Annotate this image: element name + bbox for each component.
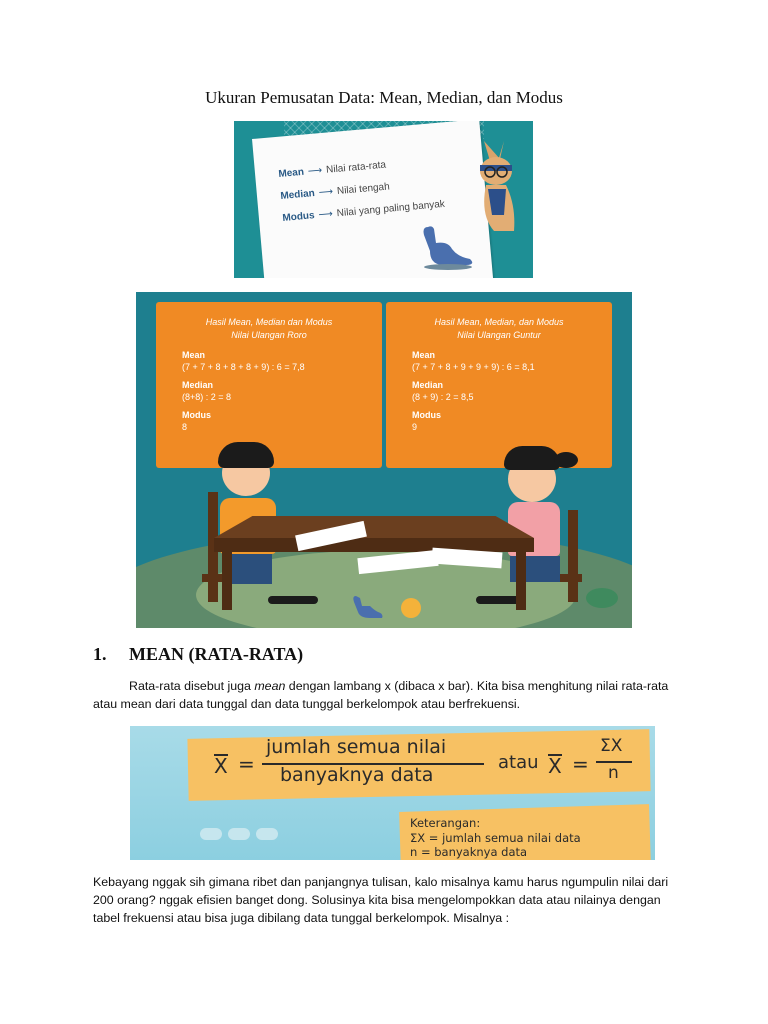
paragraph-mean-intro — [93, 677, 673, 713]
mean-value: (7 + 7 + 8 + 8 + 8 + 9) : 6 = 7,8 — [182, 362, 305, 372]
dinosaur-toy-icon — [348, 592, 388, 622]
formula-numerator: jumlah semua nilai — [266, 736, 447, 758]
mean-formula-illustration — [130, 726, 655, 860]
equals-sign-2: = — [572, 752, 589, 776]
panel-heading — [386, 316, 612, 342]
boy-shoes — [268, 596, 318, 604]
formula-or: atau — [498, 752, 539, 773]
sigma-denominator: n — [608, 763, 619, 783]
dinosaur-icon — [418, 221, 478, 271]
boy-hair — [218, 442, 274, 468]
definition-term: Mean — [278, 166, 305, 180]
desk-front — [214, 538, 534, 552]
section-title: MEAN (RATA-RATA) — [129, 644, 304, 664]
paragraph-text: dengan lambang x (dibaca x bar). Kita bisa menghitung nilai rata-rata atau mean dari data tunggal dan data tunggal berkelompok atau berfrekuensi. — [93, 679, 669, 711]
arrow-right-icon: ⟶ — [318, 186, 334, 199]
median-label: Median — [412, 380, 444, 390]
modus-label: Modus — [412, 410, 441, 420]
mean-value: (7 + 7 + 8 + 9 + 9 + 9) : 6 = 8,1 — [412, 362, 535, 372]
paragraph-grouping: Kebayang nggak sih gimana ribet dan panjangnya tulisan, kalo misalnya kamu harus ngumpulin nilai dari 200 orang? nggak efisien banget dong. Solusinya kita bisa mengelompokkan data atau nilainya dengan tabel frekuensi atau bisa juga dibilang data tunggal berkelompok. Misalnya : — [93, 875, 669, 925]
girl-hair — [504, 446, 560, 470]
panel-heading — [156, 316, 382, 342]
girl-ponytail — [554, 452, 578, 468]
sigma-numerator: ΣX — [600, 736, 623, 756]
definition-meaning: Nilai yang paling banyak — [336, 198, 446, 220]
section-heading — [93, 644, 303, 665]
legend-line-2: n = banyaknya data — [410, 845, 528, 859]
turtle-toy-icon — [582, 584, 622, 610]
median-label: Median — [182, 380, 214, 390]
desk-leg — [516, 552, 526, 610]
legend-title: Keterangan: — [410, 816, 481, 830]
panel-heading-line1: Hasil Mean, Median, dan Modus — [434, 317, 564, 327]
definition-term: Modus — [282, 210, 316, 224]
page-title: Ukuran Pemusatan Data: Mean, Median, dan Modus — [205, 88, 563, 107]
xbar-symbol-2: X — [548, 754, 562, 778]
definition-term: Median — [280, 187, 316, 202]
desk-top — [214, 516, 534, 538]
xbar-symbol: X — [214, 754, 228, 778]
formula-denominator: banyaknya data — [280, 764, 434, 786]
panel-heading-line2: Nilai Ulangan Roro — [231, 330, 307, 340]
paragraph-italic: mean — [254, 679, 286, 693]
toy-icon — [398, 596, 424, 620]
definitions-illustration — [234, 121, 533, 278]
modus-label: Modus — [182, 410, 211, 420]
kangaroo-mascot-icon — [470, 135, 530, 235]
definition-meaning: Nilai rata-rata — [325, 159, 387, 176]
panel-heading-line2: Nilai Ulangan Guntur — [457, 330, 541, 340]
definition-meaning: Nilai tengah — [336, 181, 391, 198]
modus-value: 9 — [412, 422, 418, 432]
equals-sign: = — [238, 752, 255, 776]
boy-pants — [226, 554, 272, 584]
median-value: (8 + 9) : 2 = 8,5 — [412, 392, 474, 402]
panel-heading-line1: Hasil Mean, Median dan Modus — [205, 317, 333, 327]
legend-line-1: ΣX = jumlah semua nilai data — [410, 831, 581, 845]
arrow-right-icon: ⟶ — [307, 165, 323, 178]
desk-leg — [222, 552, 232, 610]
paragraph-text: Rata-rata disebut juga — [129, 679, 255, 693]
mean-label: Mean — [182, 350, 206, 360]
classroom-illustration — [136, 292, 632, 628]
decorative-dots — [200, 825, 284, 844]
mean-label: Mean — [412, 350, 436, 360]
section-number: 1. — [93, 644, 107, 664]
arrow-right-icon: ⟶ — [318, 208, 334, 221]
modus-value: 8 — [182, 422, 188, 432]
median-value: (8+8) : 2 = 8 — [182, 392, 232, 402]
